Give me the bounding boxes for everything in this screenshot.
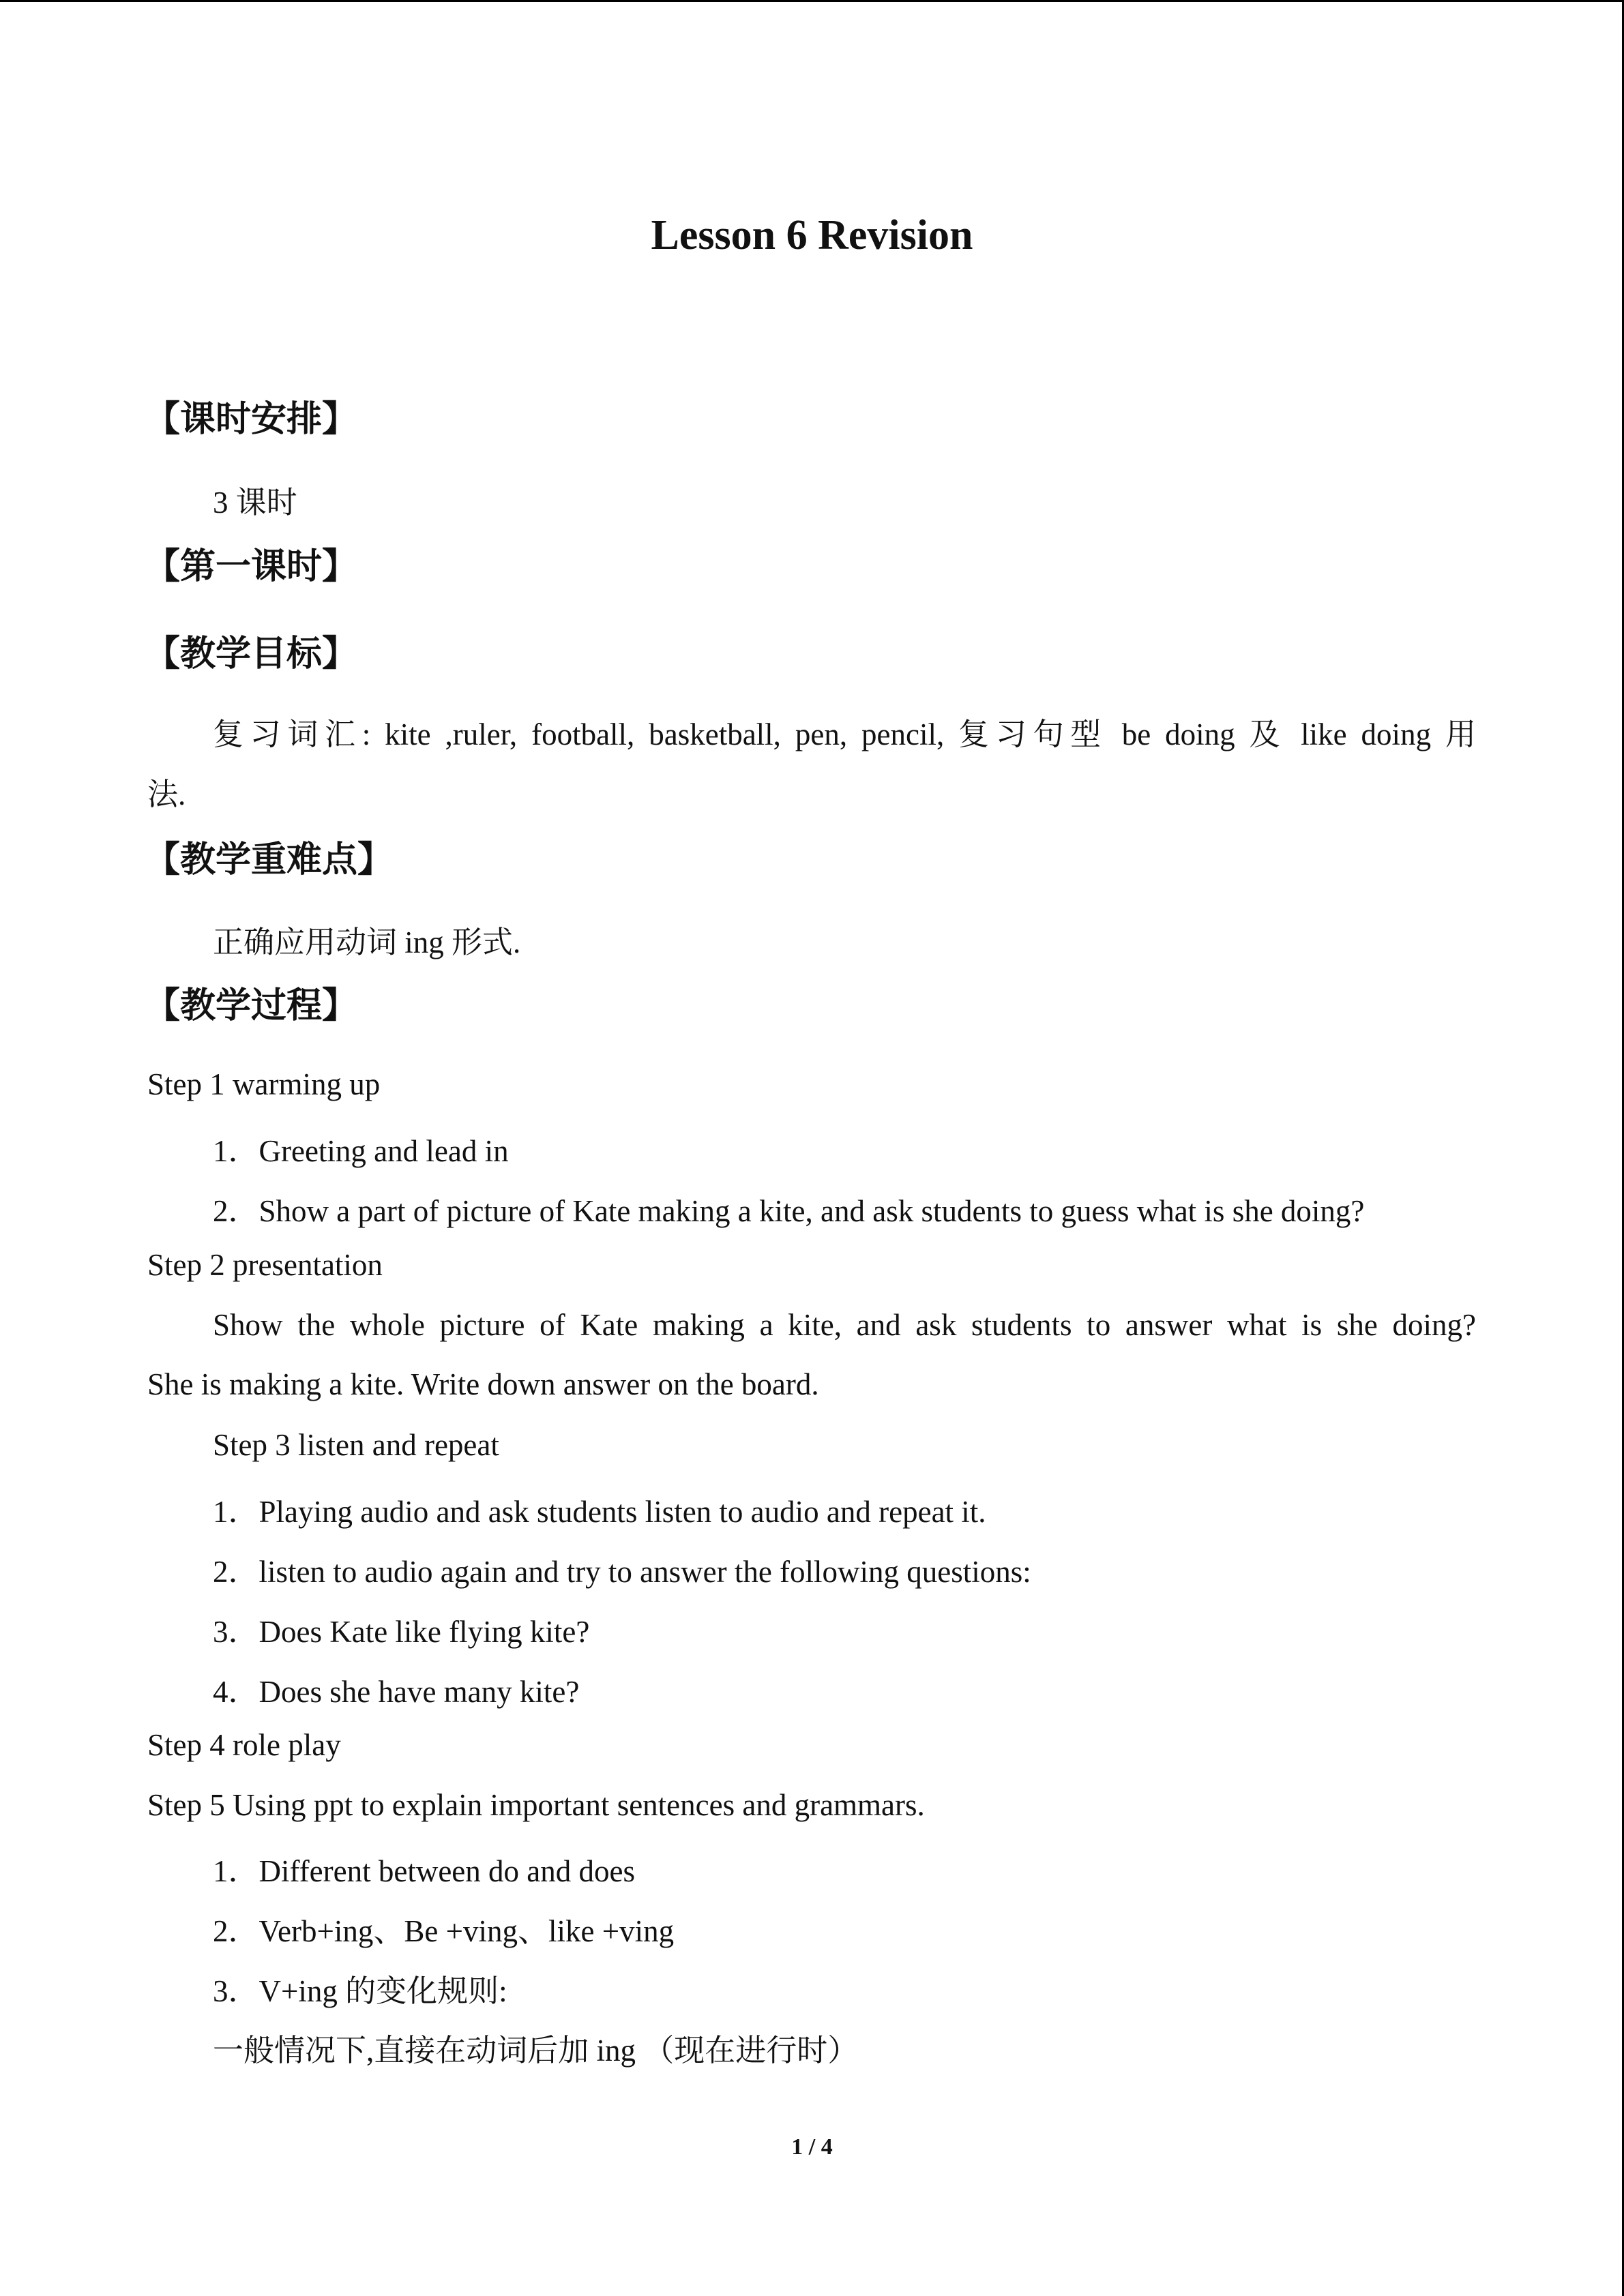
goals-line-1: 复习词汇: kite ,ruler, football, basketball, pen, pencil, 复习句型 be doing 及 like doing 用 [213, 717, 1476, 751]
heading-process: 【教学过程】 [145, 985, 358, 1026]
heading-first-lesson: 【第一课时】 [145, 546, 358, 587]
step-3-heading: Step 3 listen and repeat [213, 1428, 499, 1462]
page-number: 1 / 4 [791, 2134, 833, 2160]
step-5-heading: Step 5 Using ppt to explain important sentences and grammars. [147, 1788, 925, 1822]
step-1-heading: Step 1 warming up [147, 1067, 381, 1101]
heading-goals: 【教学目标】 [145, 633, 358, 674]
schedule-value: 3 课时 [213, 486, 297, 520]
step-2-heading: Step 2 presentation [147, 1248, 383, 1282]
list-item: 1．Playing audio and ask students listen to audio and repeat it. [213, 1495, 986, 1529]
list-item: 3．Does Kate like flying kite? [213, 1615, 590, 1649]
key-points-value: 正确应用动词 ing 形式. [213, 925, 521, 959]
step-2-line-1: Show the whole picture of Kate making a kite, and ask students to answer what is she doing? [213, 1308, 1476, 1342]
document-title: Lesson 6 Revision [651, 212, 973, 258]
list-item: 3．V+ing 的变化规则: [213, 1974, 507, 2008]
heading-key-points: 【教学重难点】 [145, 839, 394, 880]
list-item: 2．listen to audio again and try to answer the following questions: [213, 1555, 1031, 1589]
rule-line: 一般情况下,直接在动词后加 ing （现在进行时） [213, 2033, 859, 2068]
step-2-line-2: She is making a kite. Write down answer on the board. [147, 1367, 819, 1401]
list-item: 1．Different between do and does [213, 1854, 635, 1888]
goals-line-2: 法. [147, 777, 186, 811]
list-item: 1．Greeting and lead in [213, 1134, 509, 1168]
heading-schedule: 【课时安排】 [145, 399, 358, 440]
step-4-heading: Step 4 role play [147, 1728, 341, 1762]
list-item: 2．Verb+ing、Be +ving、like +ving [213, 1914, 675, 1948]
list-item: 2．Show a part of picture of Kate making a kite, and ask students to guess what is she doing? [213, 1194, 1365, 1228]
list-item: 4．Does she have many kite? [213, 1675, 580, 1709]
